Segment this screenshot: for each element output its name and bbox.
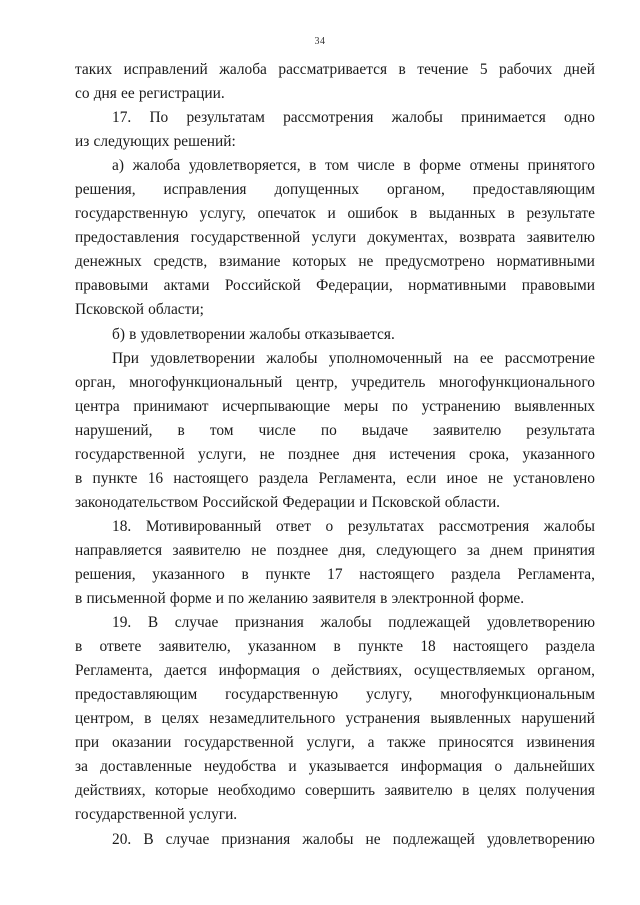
word: указанного [522,445,595,463]
word: центра [75,397,120,415]
text-line [75,683,595,707]
word: целях [478,782,517,800]
word: в [380,590,388,608]
text-line [75,298,595,322]
word: пункте [265,565,311,583]
word: доставленные [100,758,192,776]
word: центром, [75,710,134,728]
word: в [398,61,406,78]
word: нарушений, [75,421,153,439]
word: выданных [428,205,496,223]
word: в [241,565,249,583]
word: не [365,830,381,848]
word: о [325,517,334,535]
word: предоставляющим [472,181,595,199]
word: форме. [478,590,525,608]
word: числе [357,157,395,175]
word: возврата [459,229,516,247]
word: указывается [308,758,389,776]
word: Федерации [282,493,356,511]
word: признания [221,830,291,848]
word: Российской [224,277,301,295]
word: взимание [219,253,281,271]
word: осуществляемых [413,662,526,680]
word: орган, [75,373,116,391]
text-line [75,178,595,202]
word: 18. [112,517,132,535]
text-line [75,491,595,515]
word: признания [234,614,304,632]
word: В [147,614,159,632]
word: иное [446,469,478,487]
word: в [309,157,317,175]
word: и [359,493,368,511]
word: указанном [247,638,317,656]
word: уполномоченный [328,349,443,367]
word: форме [419,157,461,175]
word: выявленных [430,710,512,728]
word: истечения [389,445,456,463]
text-line [75,347,595,371]
word: По [149,109,169,127]
word: Псковской [371,493,441,511]
word: органом, [387,181,445,199]
word: государственной [75,806,185,824]
word: не [259,445,275,463]
word: пункте [92,469,138,487]
word: Федерации, [316,277,393,295]
word: информация [400,758,483,776]
word: дается [164,662,207,680]
word: услуги, [306,734,355,752]
word: удовлетворению [487,614,595,632]
word: необходимо [217,782,296,800]
word: государственной [184,734,294,752]
word: за [75,758,88,776]
word: Мотивированный [145,517,262,535]
word: Российской [202,493,279,511]
word: 18 [420,638,436,656]
word: том [325,157,349,175]
word: средств, [153,253,208,271]
word: многофункциональный [129,373,283,391]
word: в [75,638,83,656]
word: Регламента, [318,469,397,487]
word: 5 [479,61,488,78]
word: ответ [276,517,311,535]
text-line [75,803,595,827]
word: ошибок [347,205,399,223]
word: а) [112,157,124,175]
word: которых [292,253,347,271]
word: действиях, [75,782,146,800]
word: в [144,710,152,728]
word: устранению [421,397,501,415]
word: Регламента, [517,565,595,583]
word: жалобы [391,109,443,127]
word: удовлетворении [140,325,246,343]
word: рассмотрение [504,349,595,367]
word: области. [444,493,501,511]
word: принятого [527,157,595,175]
word: раздела [545,638,595,656]
word: жалобы [302,830,354,848]
word: услуги. [188,806,238,824]
document-body [75,58,595,852]
text-line [75,58,595,82]
word: отмены [469,157,519,175]
word: денежных [75,253,142,271]
text-line [75,611,595,635]
text-line [75,587,595,611]
word: получения [525,782,595,800]
word: 17 [327,565,343,583]
word: заявителю [526,229,595,247]
word: подлежащей [392,830,475,848]
text-line [75,395,595,419]
word: электронной [391,590,475,608]
text-line [75,250,595,274]
word: государственной [75,445,185,463]
word: и [215,590,225,608]
word: предоставляющим [75,686,198,704]
text-line [75,779,595,803]
text-line [75,202,595,226]
word: не [358,253,374,271]
word: раздела [451,565,501,583]
word: предоставления [75,229,180,247]
word: 19. [112,614,132,632]
word: пункте [358,638,404,656]
word: оказании [111,734,172,752]
word: исчерпывающие [222,397,331,415]
word: законодательством [75,493,199,511]
word: нарушений [521,710,595,728]
word: 17. [112,109,132,127]
word: исправления [163,181,247,199]
word: жалоба [219,61,267,78]
word: учредитель [351,373,426,391]
word: раздела [258,469,309,487]
word: в [462,782,470,800]
word: рассмотрения [438,517,530,535]
word: ответе [99,638,142,656]
text-line [75,515,595,539]
word: правовыми [521,277,595,295]
word: случае [174,614,219,632]
word: государственную [75,205,188,223]
text-line [75,443,595,467]
word: также [387,734,426,752]
word: заявителю, [158,638,231,656]
word: если [406,469,437,487]
word: следующего [376,541,457,559]
word: удовлетворении [150,349,255,367]
word: по [228,590,245,608]
word: направляется [75,541,163,559]
text-line [75,731,595,755]
word: центр, [296,373,338,391]
word: установлено [513,469,595,487]
word: подлежащей [388,614,471,632]
word: результата [526,421,595,439]
word: за [467,541,480,559]
text-line [75,106,595,130]
word: которые [155,782,209,800]
word: целях [161,710,200,728]
word: результатам [186,109,265,127]
text-line [75,707,595,731]
word: течение [417,61,469,78]
word: дальнейших [514,758,595,776]
word: дней [563,61,595,78]
word: заявителю [433,421,502,439]
word: в [75,590,83,608]
text-line [75,539,595,563]
word: При [112,349,140,367]
word: при [75,734,100,752]
word: рассмотрения [283,109,374,127]
word: позднее [276,541,329,559]
word: документах, [367,229,448,247]
word: по [391,397,408,415]
word: по [320,421,337,439]
word: удовлетворяется, [188,157,301,175]
word: рассматривается [278,61,388,78]
word: в [129,325,137,343]
word: таких [75,61,113,78]
word: решений: [173,133,236,151]
word: опечаток [257,205,316,223]
word: указанного [152,565,225,583]
word: Регламента, [75,662,153,680]
word: принимают [133,397,209,415]
word: со [75,85,90,103]
word: многофункционального [439,373,595,391]
word: числе [258,421,296,439]
word: из [75,133,90,151]
word: ее [479,349,494,367]
word: нормативными [408,277,507,295]
word: в [507,205,515,223]
word: а [367,734,375,752]
word: дня [352,445,376,463]
text-line [75,274,595,298]
word: б) [112,325,125,343]
word: услуги, [198,445,247,463]
word: незамедлительного [209,710,336,728]
word: исправлений [123,61,208,78]
word: Псковской [75,301,144,319]
word: приносятся [438,734,514,752]
word: результате [526,205,595,223]
word: жалобы [320,614,372,632]
word: принятия [533,541,595,559]
text-line [75,154,595,178]
word: многофункциональным [440,686,595,704]
word: жалобы [543,517,595,535]
word: заявителю [172,541,241,559]
word: форме [169,590,212,608]
word: на [453,349,469,367]
word: нормативными [496,253,595,271]
word: устранения [345,710,421,728]
text-line [75,635,595,659]
word: услугу, [366,686,413,704]
text-line [75,419,595,443]
word: дня [93,85,117,103]
word: выявленных [514,397,595,415]
word: днем [490,541,523,559]
text-line [75,130,595,154]
word: заявителя [312,590,376,608]
word: в [75,469,83,487]
word: в [177,421,185,439]
word: желанию [248,590,309,608]
word: актами [163,277,210,295]
word: настоящего [452,638,529,656]
word: 20. [112,830,132,848]
word: заявителю [384,782,453,800]
word: совершить [304,782,376,800]
word: жалобы [266,349,318,367]
word: области; [148,301,204,319]
word: органом, [537,662,595,680]
word: 16 [147,469,164,487]
text-line [75,82,595,106]
word: извинения [526,734,595,752]
word: удовлетворению [487,830,595,848]
text-line [75,323,595,347]
word: отказывается. [304,325,395,343]
word: информация [218,662,301,680]
word: настоящего [359,565,435,583]
word: следующих [93,133,170,151]
text-line [75,755,595,779]
word: письменной [86,590,166,608]
word: том [209,421,234,439]
word: результатах [347,517,425,535]
word: услуги [311,229,357,247]
word: В [143,830,154,848]
word: решения, [75,565,136,583]
word: жалоба [132,157,181,175]
word: в [403,157,411,175]
word: позднее [288,445,340,463]
word: меры [343,397,379,415]
word: ее [121,85,135,103]
word: и [327,205,336,223]
word: регистрации. [138,85,225,103]
word: в [333,638,341,656]
word: государственную [225,686,339,704]
word: неудобства [203,758,277,776]
word: услугу, [199,205,246,223]
word: жалобы [249,325,301,343]
word: правовыми [75,277,149,295]
text-line [75,563,595,587]
word: настоящего [173,469,249,487]
text-line [75,467,595,491]
word: государственной [190,229,301,247]
text-line [75,828,595,852]
word: одно [563,109,595,127]
word: выдаче [361,421,409,439]
word: срока, [468,445,510,463]
text-line [75,659,595,683]
page-number: 34 [314,36,326,47]
word: в [409,205,418,223]
word: случае [165,830,210,848]
word: не [251,541,267,559]
word: и [288,758,297,776]
word: предусмотрено [385,253,485,271]
word: принимается [461,109,546,127]
word: о [494,758,503,776]
word: о [312,662,320,680]
word: действиях, [331,662,403,680]
word: не [487,469,504,487]
word: рабочих [499,61,553,78]
text-line [75,371,595,395]
word: допущенных [274,181,360,199]
word: дня, [338,541,366,559]
word: решения, [75,181,136,199]
text-line [75,226,595,250]
